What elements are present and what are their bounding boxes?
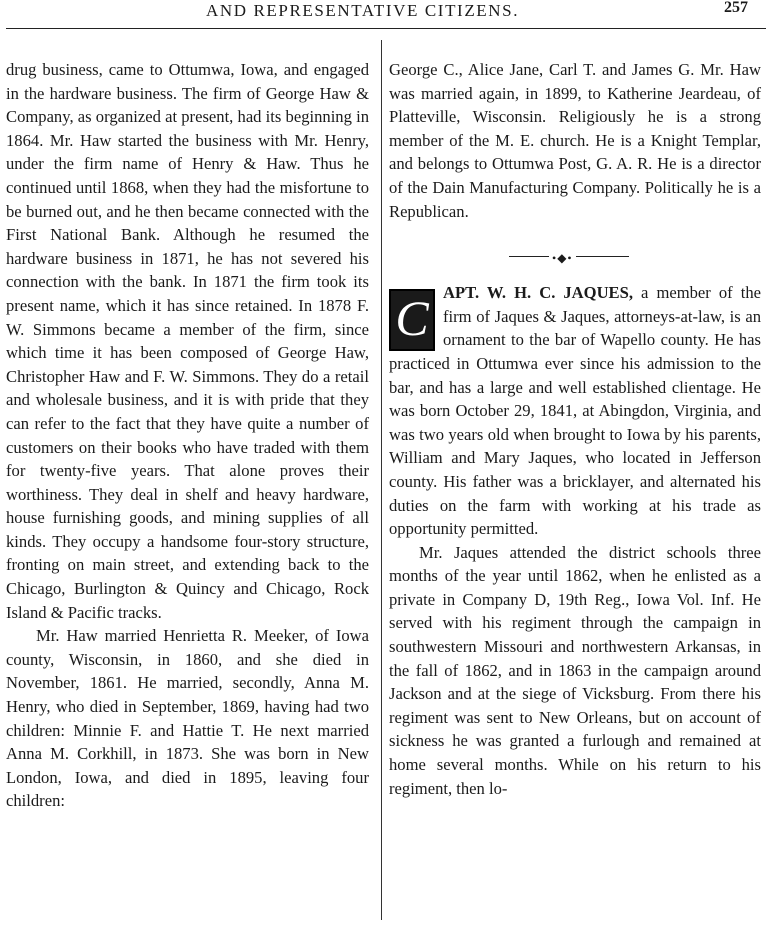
- paragraph-haw-business: drug business, came to Ottumwa, Iowa, and engaged in the hardware business. The firm of George Haw & Company, as organized at present, had its beginning in 1864. Mr. Haw started the business with Mr. Henry, under the firm name of Henry & Haw. Thus he continued until 1868, when they had the misfortune to be burned out, and he then became connected with the First National Bank. Although he resumed the hardware business in 1871, he has not severed his connection with the bank. In 1871 the firm took its present name, which it has since retained. In 1878 F. W. Simmons became a member of the firm, since which time it has been composed of George Haw, Christopher Haw and F. W. Simmons. They do a retail and wholesale business, and it is with pride that they can refer to the fact that they have quite a number of customers on their books who have traded with them for twenty-five years. That alone proves their worthiness. They deal in shelf and heavy hardware, house furnishing goods, and mining supplies of all kinds. They occupy a handsome four-story structure, fronting on main street, and extending back to the Chicago, Burlington & Quincy and Chicago, Rock Island & Pacific tracks.: [6, 60, 369, 622]
- column-divider: [381, 40, 382, 920]
- header-rule: [6, 28, 766, 29]
- page-number: 257: [724, 0, 748, 16]
- biography-jaques: [389, 281, 761, 800]
- biography-name: APT. W. H. C. JAQUES,: [443, 283, 633, 303]
- ornament-glyph: •◆•: [549, 247, 576, 271]
- biography-military: Mr. Jaques attended the district schools three months of the year until 1862, when he enlisted as a private in Company D, 19th Reg., Iowa Vol. Inf. He served with his regiment through the campaign in southwestern Missouri and northwestern Arkansas, in the fall of 1862, and in 1863 in the campaign around Jackson and at the siege of Vicksburg. From there his regiment was sent to New Orleans, but on account of sickness he was granted a furlough and remained at home several months. While on his return to his regiment, then lo-: [389, 542, 761, 798]
- biography-intro-text: a member of the firm of Jaques & Jaques, attorneys-at-law, is an ornament to the bar of Wapello county. He has practiced in Ottumwa ever since his admission to the bar, and has a large and well established clientage. He was born October 29, 1841, at Abingdon, Virginia, and was two years old when brought to Iowa by his parents, William and Mary Jaques, who located in Jefferson county. His father was a bricklayer, and alternated his duties on the farm with working at his trade as opportunity permitted.: [389, 283, 761, 539]
- left-column: [6, 58, 369, 813]
- drop-cap-letter: C: [389, 289, 435, 351]
- running-title: AND REPRESENTATIVE CITIZENS.: [206, 1, 520, 20]
- right-column: [389, 58, 761, 800]
- paragraph-haw-marriages: Mr. Haw married Henrietta R. Meeker, of Iowa county, Wisconsin, in 1860, and she died in November, 1861. He married, secondly, Anna M. Henry, who died in September, 1869, having had two children: Minnie F. and Hattie T. He next married Anna M. Corkhill, in 1873. She was born in New London, Iowa, and died in 1895, leaving four children:: [6, 626, 369, 811]
- page-header: [0, 0, 769, 26]
- biography-intro: [389, 281, 761, 541]
- section-ornament: [389, 223, 761, 279]
- paragraph-haw-continued: George C., Alice Jane, Carl T. and James G. Mr. Haw was married again, in 1899, to Katherine Jeardeau, of Platteville, Wisconsin. Religiously he is a strong member of the M. E. church. He is a Knight Templar, and belongs to Ottumwa Post, G. A. R. He is a director of the Dain Manufacturing Company. Politically he is a Republican.: [389, 60, 761, 221]
